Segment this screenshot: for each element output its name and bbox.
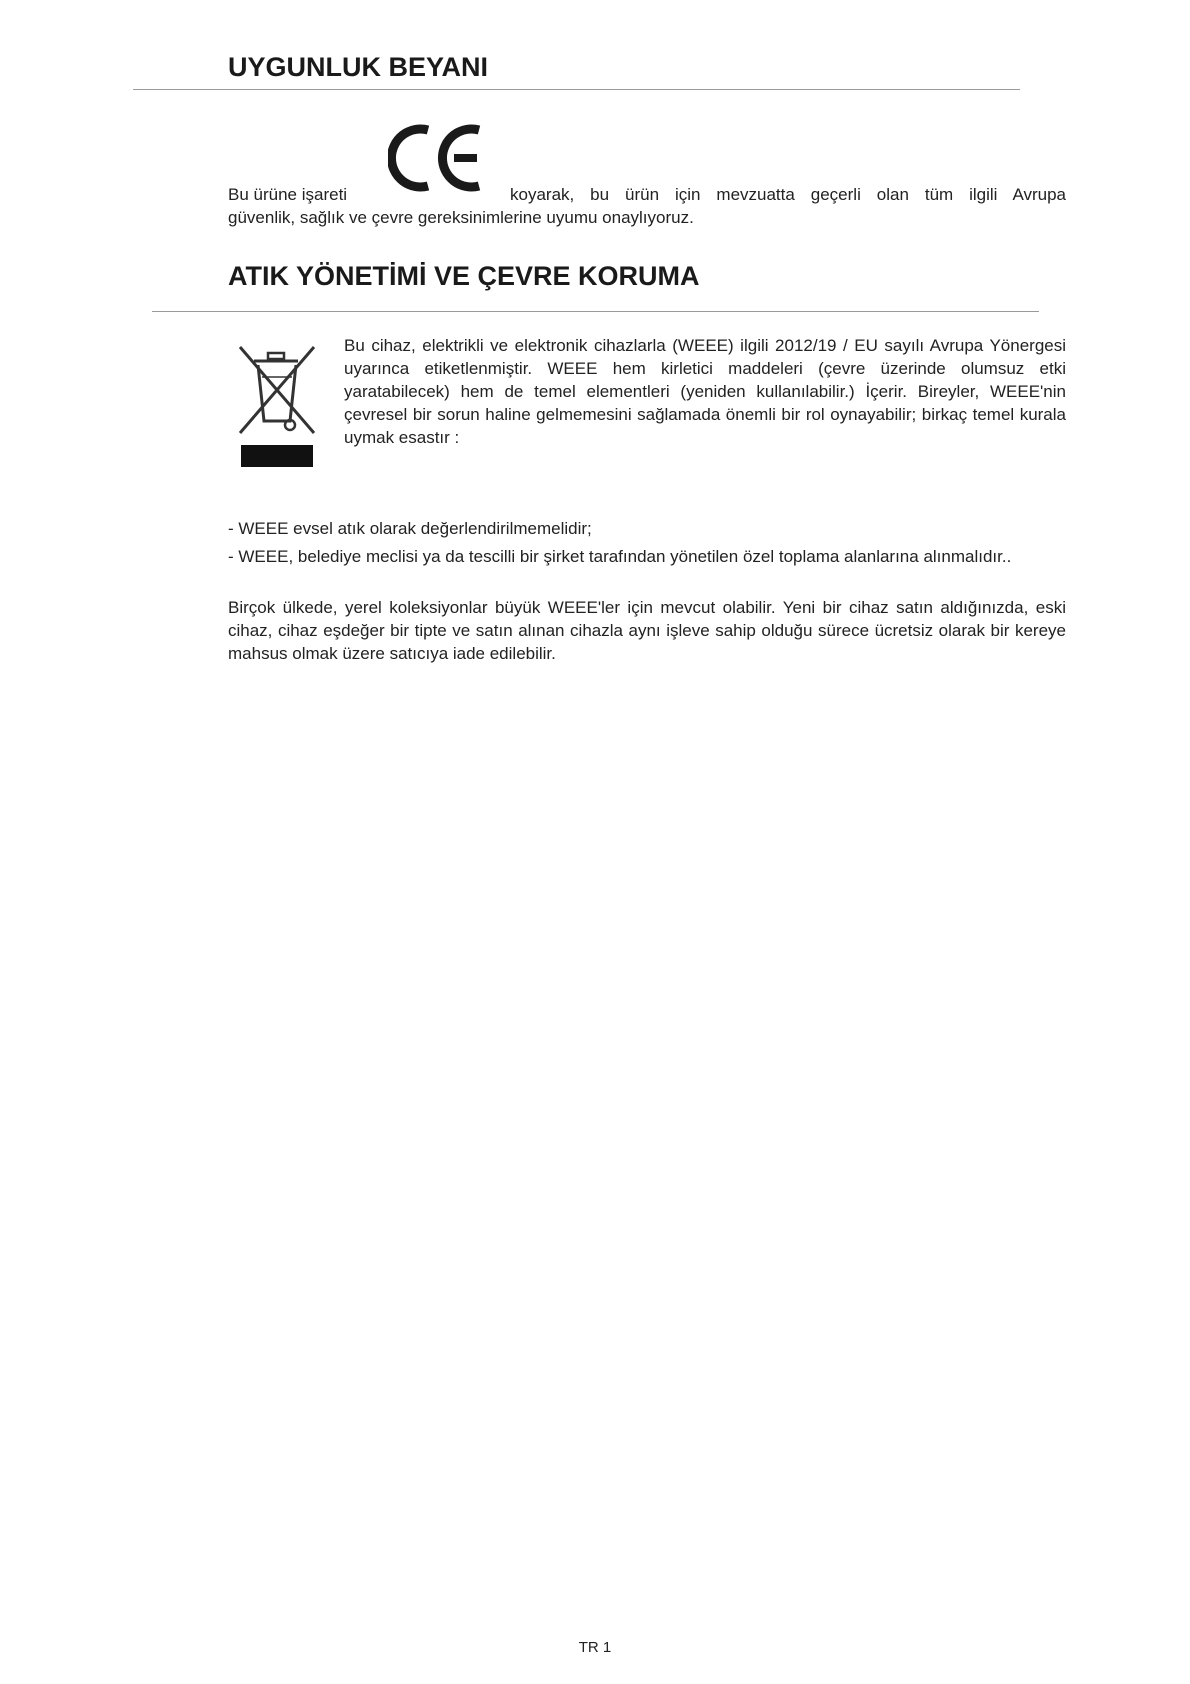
heading-rule [133,89,1020,90]
ce-line2-text: güvenlik, sağlık ve çevre gereksinimlerine uyumu onaylıyoruz. [228,208,694,227]
heading-waste-management: ATIK YÖNETİMİ VE ÇEVRE KORUMA [228,261,700,291]
heading-rule [152,311,1039,312]
weee-closing-paragraph: Birçok ülkede, yerel koleksiyonlar büyük WEEE'ler için mevcut olabilir. Yeni bir cihaz satın aldığınızda, eski cihaz, cihaz eşdeğer bir tipte ve satın alınan cihazla aynı işleve sahip olduğu sürece ücretsiz olarak bir kereye mahsus olmak üzere satıcıya iade edilebilir. [228,598,1066,663]
weee-rule-1: - WEEE evsel atık olarak değerlendirilmemelidir; [228,519,592,538]
ce-prefix-text: Bu ürüne işareti [228,185,348,204]
ce-mark-icon [388,124,486,192]
weee-rule-2: - WEEE, belediye meclisi ya da tescilli bir şirket tarafından yönetilen özel toplama alanlarına alınmalıdır.. [228,547,1012,566]
heading-declaration-of-conformity: UYGUNLUK BEYANI [228,52,489,82]
ce-suffix-text: koyarak, bu ürün için mevzuatta geçerli olan tüm ilgili Avrupa [510,185,1066,204]
page-number: TR 1 [578,1639,612,1656]
weee-intro-paragraph: Bu cihaz, elektrikli ve elektronik cihazlarla (WEEE) ilgili 2012/19 / EU sayılı Avrupa Yönergesi uyarınca etiketlenmiştir. WEEE hem kirletici maddeleri (çevre üzerinde olumsuz etki yaratabilecek) hem de temel elementleri (yeniden kullanılabilir.) İçerir. Bireyler, WEEE'nin çevresel bir sorun haline gelmemesini sağlamada önemli bir rol oynayabilir; birkaç temel kurala uymak esastır : [344,336,1066,447]
crossed-out-wheelie-bin-icon [232,333,322,485]
